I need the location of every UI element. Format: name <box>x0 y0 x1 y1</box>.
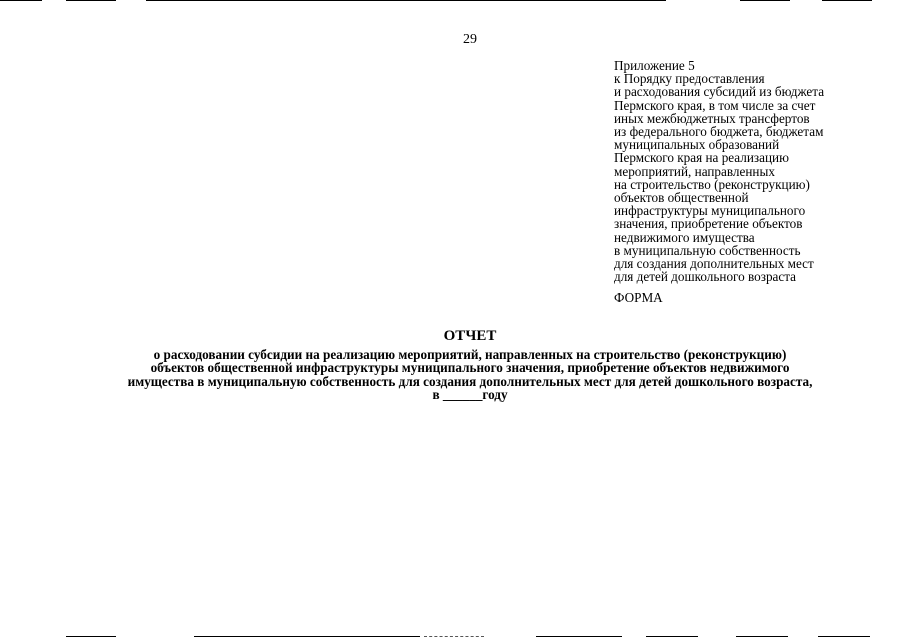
report-subtitle <box>0 348 905 402</box>
page-number: 29 <box>463 32 477 47</box>
report-title: ОТЧЕТ <box>443 328 497 344</box>
report-subtitle-line: в ______году <box>432 387 508 403</box>
form-label: ФОРМА <box>614 290 663 305</box>
appendix-line: Приложение 5 <box>614 58 695 73</box>
bottom-edge-line-7 <box>818 636 870 637</box>
bottom-edge-line-1 <box>66 636 116 637</box>
appendix-line: для детей дошкольного возраста <box>614 269 797 285</box>
bottom-edge-line-4 <box>536 636 622 637</box>
top-edge-line-1 <box>0 0 42 1</box>
bottom-edge-line-5 <box>646 636 698 637</box>
appendix-line: мероприятий, направленных <box>614 163 775 179</box>
appendix-line: значения, приобретение объектов <box>614 216 803 232</box>
appendix-line: недвижимого имущества <box>614 229 755 245</box>
top-edge-line-3 <box>146 0 666 1</box>
appendix-line: Пермского края на реализацию <box>614 150 789 166</box>
bottom-edge-line-6 <box>736 636 788 637</box>
top-edge-line-5 <box>822 0 872 1</box>
appendix-line: в муниципальную собственность <box>614 242 801 258</box>
appendix-line: муниципальных образований <box>614 137 780 153</box>
top-edge-line-4 <box>740 0 790 1</box>
appendix-header <box>614 59 894 283</box>
appendix-line: иных межбюджетных трансфертов <box>614 110 810 126</box>
appendix-line: из федерального бюджета, бюджетам <box>614 124 824 140</box>
bottom-edge-line-3 <box>424 636 484 637</box>
appendix-line: Пермского края, в том числе за счет <box>614 97 816 113</box>
appendix-line: на строительство (реконструкцию) <box>614 176 810 192</box>
top-edge-line-2 <box>66 0 116 1</box>
report-subtitle-line: имущества в муниципальную собственность для создания дополнительных мест для детей дошкольного возраста, <box>127 373 813 389</box>
report-subtitle-line: объектов общественной инфраструктуры муниципального значения, приобретение объектов недвижимого <box>150 360 790 376</box>
appendix-line: для создания дополнительных мест <box>614 256 814 272</box>
report-subtitle-line: о расходовании субсидии на реализацию мероприятий, направленных на строительство (реконструкцию) <box>153 347 787 362</box>
appendix-line: инфраструктуры муниципального <box>614 203 806 219</box>
appendix-line: и расходования субсидий из бюджета <box>614 84 825 100</box>
bottom-edge-line-2 <box>194 636 420 637</box>
appendix-line: объектов общественной <box>614 190 749 206</box>
appendix-line: к Порядку предоставления <box>614 71 765 87</box>
